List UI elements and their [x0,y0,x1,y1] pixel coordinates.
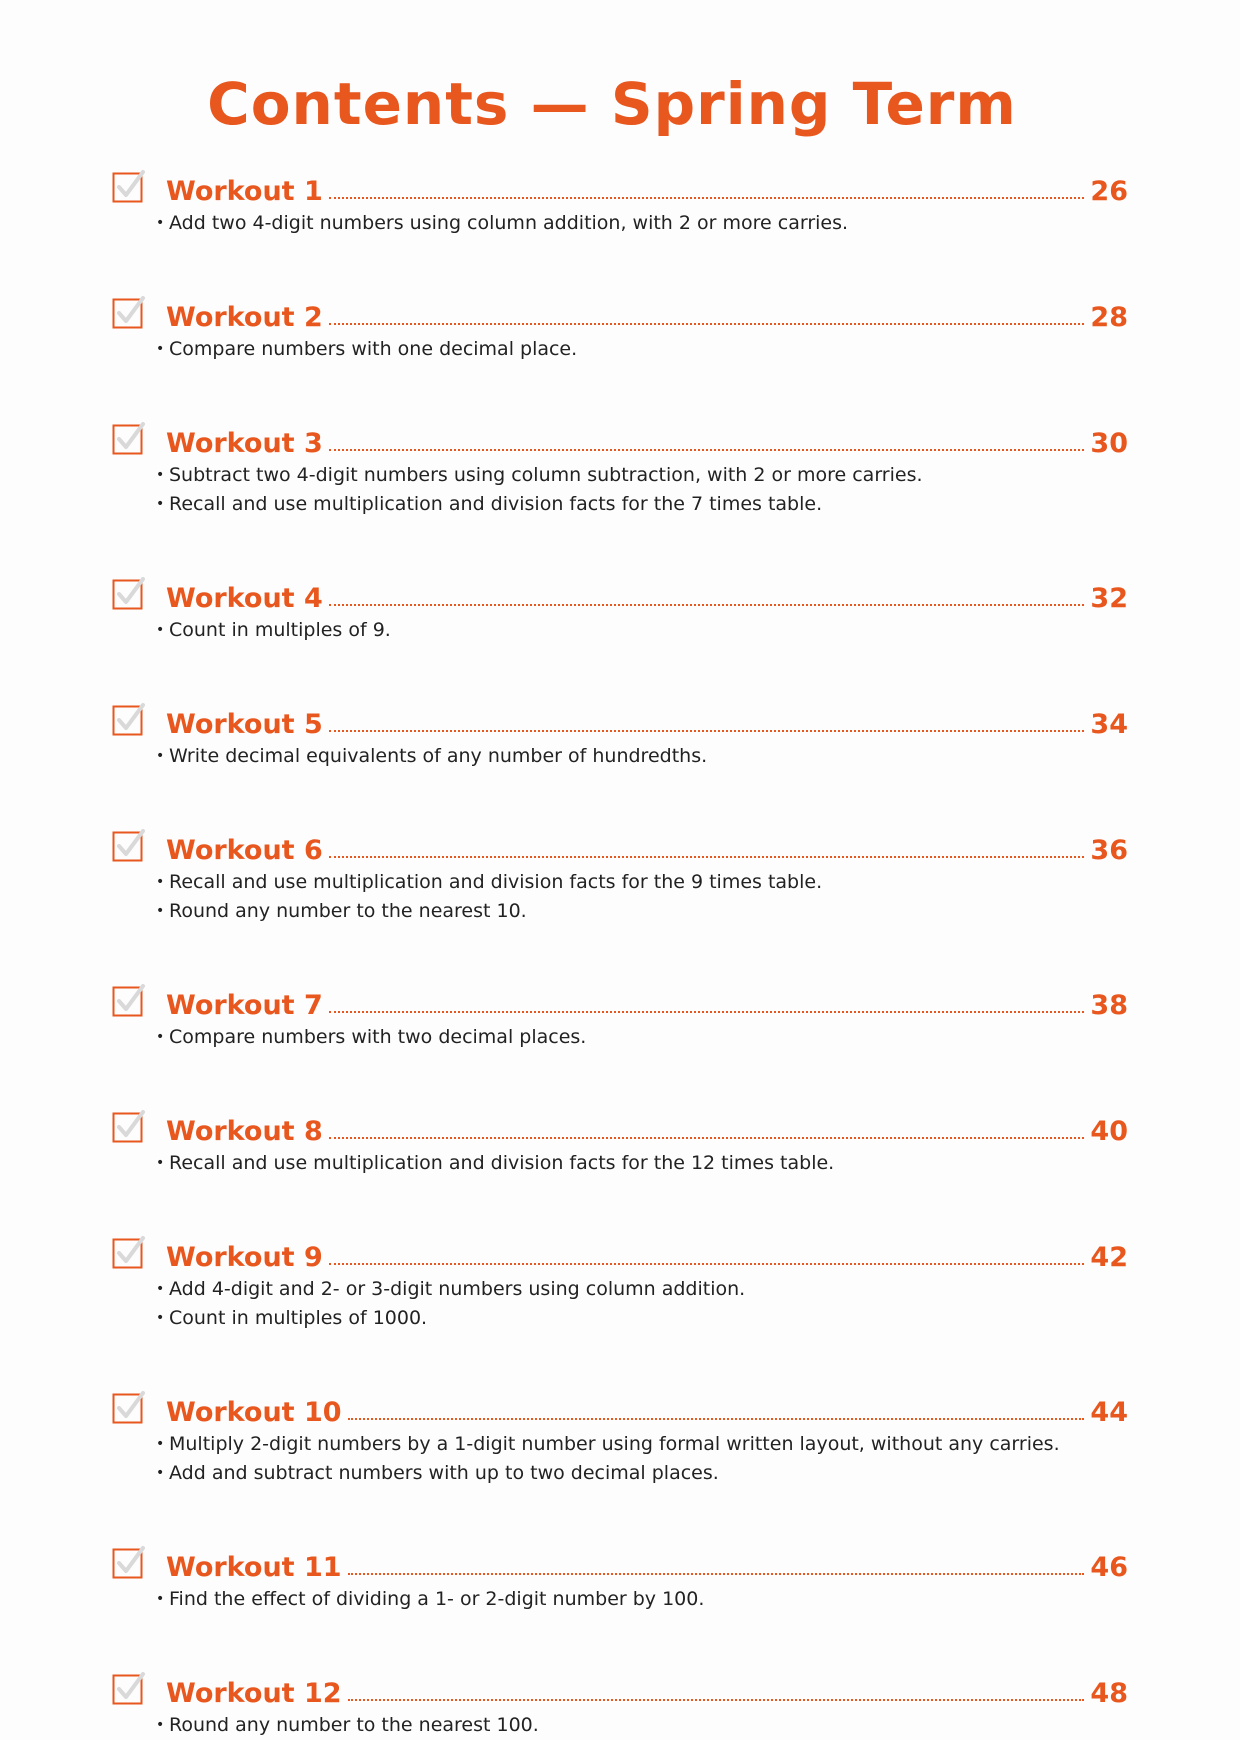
toc-entry-header [112,415,1128,461]
checkbox-tick-icon[interactable] [112,1672,144,1704]
toc-entry-header [112,1384,1128,1430]
toc-entry [112,570,1128,645]
workout-title: Workout 2 [166,302,323,333]
objective-item: • Round any number to the nearest 100. [156,1711,1128,1740]
toc-entry-header [112,163,1128,209]
dot-leader [348,1573,1085,1575]
objective-item: • Subtract two 4-digit numbers using column subtraction, with 2 or more carries. [156,461,1128,490]
objective-list [112,209,1128,238]
page-number: 38 [1090,990,1128,1021]
dot-leader [329,197,1085,199]
objective-list [112,1149,1128,1178]
dot-leader [329,323,1085,325]
workout-title: Workout 6 [166,835,323,866]
checkbox-tick-icon[interactable] [112,577,144,609]
page-number: 34 [1090,709,1128,740]
checkbox-tick-icon[interactable] [112,829,144,861]
toc-entry [112,696,1128,771]
checkbox-tick-icon[interactable] [112,170,144,202]
toc-entry-header [112,1539,1128,1585]
checkbox-tick-icon[interactable] [112,1546,144,1578]
objective-item: • Recall and use multiplication and division facts for the 7 times table. [156,490,1128,519]
toc-entry-header [112,289,1128,335]
toc-entry [112,1665,1128,1740]
objective-item: • Add two 4-digit numbers using column addition, with 2 or more carries. [156,209,1128,238]
objective-item: • Compare numbers with one decimal place. [156,335,1128,364]
workout-title: Workout 4 [166,583,323,614]
workout-title: Workout 10 [166,1397,342,1428]
workout-title: Workout 1 [166,176,323,207]
checkbox-tick-icon[interactable] [112,1391,144,1423]
toc-entry-header [112,822,1128,868]
objective-list [112,335,1128,364]
objective-list [112,1711,1128,1740]
toc-entry-header [112,1229,1128,1275]
toc-entry [112,289,1128,364]
objective-item: • Count in multiples of 1000. [156,1304,1128,1333]
toc-entry-header [112,570,1128,616]
toc-entry [112,977,1128,1052]
objective-item: • Add and subtract numbers with up to two decimal places. [156,1459,1128,1488]
objective-list [112,616,1128,645]
checkbox-tick-icon[interactable] [112,1110,144,1142]
toc-entry-header [112,977,1128,1023]
dot-leader [329,1011,1085,1013]
toc-entry [112,1384,1128,1488]
toc-entry-header [112,1103,1128,1149]
dot-leader [329,449,1085,451]
objective-list [112,1275,1128,1333]
page-number: 44 [1090,1397,1128,1428]
objective-item: • Count in multiples of 9. [156,616,1128,645]
table-of-contents [112,163,1128,1740]
workout-title: Workout 9 [166,1242,323,1273]
checkbox-tick-icon[interactable] [112,703,144,735]
objective-list [112,1023,1128,1052]
objective-list [112,1430,1128,1488]
page-number: 48 [1090,1678,1128,1709]
checkbox-tick-icon[interactable] [112,422,144,454]
objective-list [112,461,1128,519]
dot-leader [329,1137,1085,1139]
page-number: 30 [1090,428,1128,459]
dot-leader [329,730,1085,732]
page-number: 26 [1090,176,1128,207]
checkbox-tick-icon[interactable] [112,296,144,328]
objective-list [112,1585,1128,1614]
objective-item: • Recall and use multiplication and division facts for the 12 times table. [156,1149,1128,1178]
page-title: Contents — Spring Term [207,70,1017,138]
checkbox-tick-icon[interactable] [112,1236,144,1268]
page-number: 40 [1090,1116,1128,1147]
checkbox-tick-icon[interactable] [112,984,144,1016]
objective-item: • Find the effect of dividing a 1- or 2-digit number by 100. [156,1585,1128,1614]
workout-title: Workout 12 [166,1678,342,1709]
objective-item: • Recall and use multiplication and division facts for the 9 times table. [156,868,1128,897]
dot-leader [348,1699,1085,1701]
toc-entry-header [112,1665,1128,1711]
workout-title: Workout 5 [166,709,323,740]
dot-leader [329,604,1085,606]
workout-title: Workout 7 [166,990,323,1021]
page-number: 28 [1090,302,1128,333]
page-number: 36 [1090,835,1128,866]
objective-item: • Compare numbers with two decimal places. [156,1023,1128,1052]
toc-entry [112,822,1128,926]
toc-entry [112,163,1128,238]
workout-title: Workout 3 [166,428,323,459]
toc-entry [112,1103,1128,1178]
workout-title: Workout 8 [166,1116,323,1147]
toc-entry [112,1229,1128,1333]
dot-leader [329,856,1085,858]
page-number: 32 [1090,583,1128,614]
dot-leader [329,1263,1085,1265]
toc-entry [112,1539,1128,1614]
objective-item: • Write decimal equivalents of any number of hundredths. [156,742,1128,771]
objective-item: • Round any number to the nearest 10. [156,897,1128,926]
objective-list [112,868,1128,926]
objective-item: • Add 4-digit and 2- or 3-digit numbers using column addition. [156,1275,1128,1304]
workout-title: Workout 11 [166,1552,342,1583]
objective-item: • Multiply 2-digit numbers by a 1-digit number using formal written layout, without any carries. [156,1430,1128,1459]
page-number: 42 [1090,1242,1128,1273]
page-number: 46 [1090,1552,1128,1583]
dot-leader [348,1418,1085,1420]
toc-entry [112,415,1128,519]
toc-entry-header [112,696,1128,742]
objective-list [112,742,1128,771]
